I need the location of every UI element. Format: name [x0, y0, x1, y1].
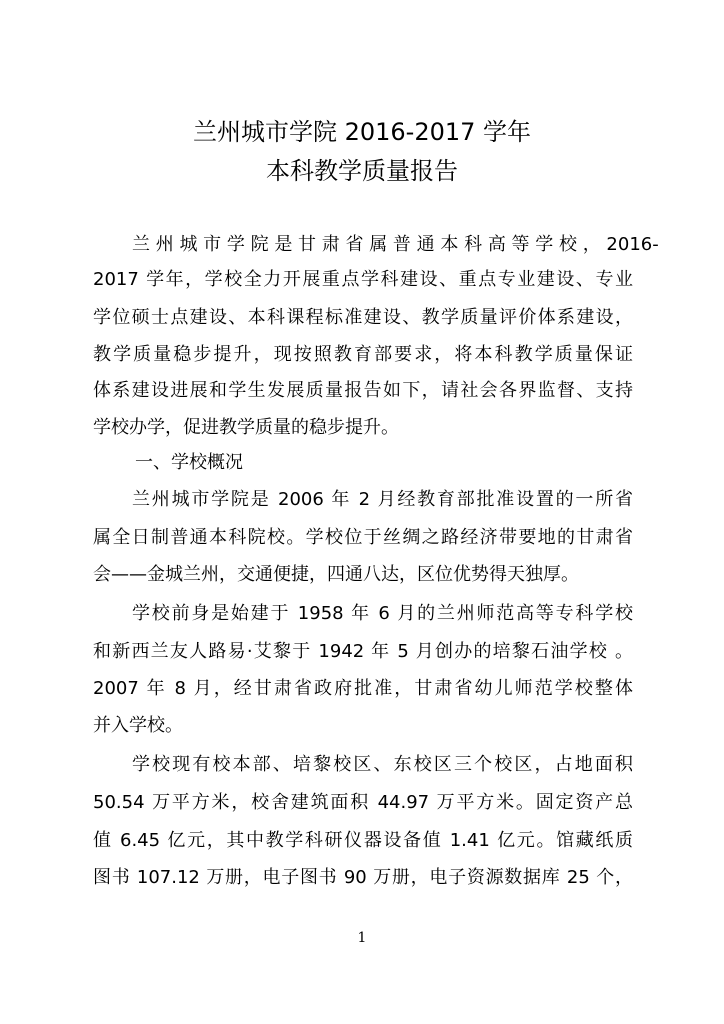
- campus-paragraph-line: 值 6.45 亿元，其中教学科研仪器设备值 1.41 亿元。馆藏纸质: [93, 830, 633, 851]
- intro-paragraph-line: 学位硕士点建设、本科课程标准建设、教学质量评价体系建设，: [93, 307, 633, 328]
- overview-paragraph-line: 会——金城兰州，交通便捷，四通八达，区位优势得天独厚。: [93, 564, 579, 585]
- intro-paragraph-line: 学校办学，促进教学质量的稳步提升。: [93, 417, 399, 438]
- intro-paragraph-line: 体系建设进展和学生发展质量报告如下，请社会各界监督、支持: [93, 380, 633, 401]
- intro-paragraph-line: 教学质量稳步提升，现按照教育部要求，将本科教学质量保证: [93, 344, 633, 365]
- campus-paragraph-line: 图书 107.12 万册，电子图书 90 万册，电子资源数据库 25 个，: [93, 867, 633, 888]
- section-heading: 一、学校概况: [135, 452, 243, 473]
- history-paragraph-line: 学校前身是始建于 1958 年 6 月的兰州师范高等专科学校: [132, 603, 633, 624]
- overview-paragraph-line: 兰州城市学院是 2006 年 2 月经教育部批准设置的一所省: [132, 489, 633, 510]
- overview-paragraph-line: 属全日制普通本科院校。学校位于丝绸之路经济带要地的甘肃省: [93, 527, 633, 548]
- page-number: 1: [357, 930, 367, 946]
- intro-paragraph-line: 2017 学年，学校全力开展重点学科建设、重点专业建设、专业: [93, 269, 633, 290]
- document-title-line-1: 兰州城市学院 2016-2017 学年: [192, 118, 532, 146]
- document-title-line-2: 本科教学质量报告: [266, 157, 458, 185]
- intro-paragraph-line: 兰 州 城 市 学 院 是 甘 肃 省 属 普 通 本 科 高 等 学 校 ， 2016-: [132, 234, 659, 255]
- history-paragraph-line: 和新西兰友人路易·艾黎于 1942 年 5 月创办的培黎石油学校 。: [93, 641, 633, 662]
- campus-paragraph-line: 学校现有校本部、培黎校区、东校区三个校区，占地面积: [132, 754, 633, 775]
- history-paragraph-line: 并入学校。: [93, 715, 183, 736]
- history-paragraph-line: 2007 年 8 月，经甘肃省政府批准，甘肃省幼儿师范学校整体: [93, 678, 633, 699]
- campus-paragraph-line: 50.54 万平方米，校舍建筑面积 44.97 万平方米。固定资产总: [93, 792, 633, 813]
